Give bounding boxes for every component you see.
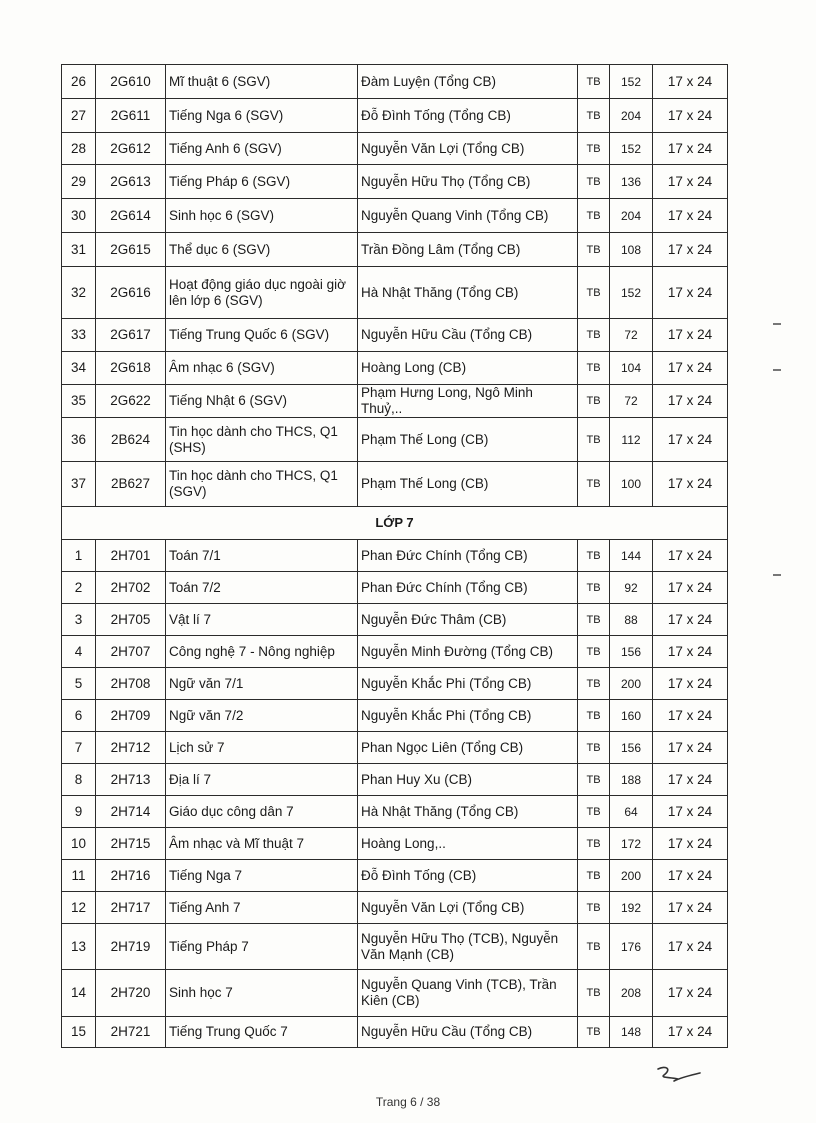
page-count: 104 bbox=[610, 352, 653, 385]
book-author: Phan Huy Xu (CB) bbox=[358, 764, 578, 796]
table-row bbox=[62, 165, 728, 199]
book-title: Tiếng Nga 6 (SGV) bbox=[166, 99, 358, 133]
book-title: Công nghệ 7 - Nông nghiệp bbox=[166, 636, 358, 668]
table-row bbox=[62, 668, 728, 700]
page-count: 160 bbox=[610, 700, 653, 732]
book-list-table bbox=[61, 64, 728, 1048]
book-type: TB bbox=[578, 267, 610, 319]
table-row bbox=[62, 604, 728, 636]
page-count: 108 bbox=[610, 233, 653, 267]
book-size: 17 x 24 bbox=[653, 540, 728, 572]
book-author: Hà Nhật Thăng (Tổng CB) bbox=[358, 796, 578, 828]
book-size: 17 x 24 bbox=[653, 604, 728, 636]
page-count: 72 bbox=[610, 319, 653, 352]
book-title: Âm nhạc 6 (SGV) bbox=[166, 352, 358, 385]
book-author: Nguyễn Hữu Cầu (Tổng CB) bbox=[358, 319, 578, 352]
book-size: 17 x 24 bbox=[653, 352, 728, 385]
page-count: 204 bbox=[610, 99, 653, 133]
row-number: 10 bbox=[62, 828, 96, 860]
table-row bbox=[62, 828, 728, 860]
section-title: LỚP 7 bbox=[62, 507, 728, 540]
row-number: 4 bbox=[62, 636, 96, 668]
row-number: 8 bbox=[62, 764, 96, 796]
table-row bbox=[62, 796, 728, 828]
book-code: 2G615 bbox=[96, 233, 166, 267]
book-type: TB bbox=[578, 462, 610, 507]
table-row bbox=[62, 462, 728, 507]
book-author: Đỗ Đình Tống (Tổng CB) bbox=[358, 99, 578, 133]
book-type: TB bbox=[578, 233, 610, 267]
row-number: 13 bbox=[62, 924, 96, 970]
table-row bbox=[62, 65, 728, 99]
book-size: 17 x 24 bbox=[653, 970, 728, 1017]
book-size: 17 x 24 bbox=[653, 924, 728, 970]
scan-artifact-mark bbox=[773, 574, 781, 576]
page-count: 100 bbox=[610, 462, 653, 507]
book-code: 2G618 bbox=[96, 352, 166, 385]
table-row bbox=[62, 99, 728, 133]
book-code: 2H714 bbox=[96, 796, 166, 828]
book-title: Âm nhạc và Mĩ thuật 7 bbox=[166, 828, 358, 860]
page-count: 156 bbox=[610, 636, 653, 668]
book-title: Tin học dành cho THCS, Q1 (SHS) bbox=[166, 418, 358, 462]
page-count: 64 bbox=[610, 796, 653, 828]
page-count: 200 bbox=[610, 668, 653, 700]
table-row bbox=[62, 636, 728, 668]
book-type: TB bbox=[578, 604, 610, 636]
book-code: 2G617 bbox=[96, 319, 166, 352]
row-number: 29 bbox=[62, 165, 96, 199]
table-row bbox=[62, 385, 728, 418]
row-number: 5 bbox=[62, 668, 96, 700]
book-type: TB bbox=[578, 732, 610, 764]
handwritten-initial-mark bbox=[652, 1063, 702, 1087]
book-size: 17 x 24 bbox=[653, 892, 728, 924]
book-size: 17 x 24 bbox=[653, 385, 728, 418]
page-count: 148 bbox=[610, 1017, 653, 1048]
book-code: 2G622 bbox=[96, 385, 166, 418]
book-author: Trần Đồng Lâm (Tổng CB) bbox=[358, 233, 578, 267]
book-author: Nguyễn Văn Lợi (Tổng CB) bbox=[358, 892, 578, 924]
book-code: 2H720 bbox=[96, 970, 166, 1017]
row-number: 36 bbox=[62, 418, 96, 462]
row-number: 26 bbox=[62, 65, 96, 99]
book-title: Giáo dục công dân 7 bbox=[166, 796, 358, 828]
page-count: 172 bbox=[610, 828, 653, 860]
book-size: 17 x 24 bbox=[653, 860, 728, 892]
book-type: TB bbox=[578, 352, 610, 385]
book-code: 2G614 bbox=[96, 199, 166, 233]
row-number: 9 bbox=[62, 796, 96, 828]
book-author: Hoàng Long (CB) bbox=[358, 352, 578, 385]
book-size: 17 x 24 bbox=[653, 572, 728, 604]
row-number: 34 bbox=[62, 352, 96, 385]
row-number: 6 bbox=[62, 700, 96, 732]
book-type: TB bbox=[578, 796, 610, 828]
row-number: 33 bbox=[62, 319, 96, 352]
book-code: 2H721 bbox=[96, 1017, 166, 1048]
book-code: 2H705 bbox=[96, 604, 166, 636]
row-number: 12 bbox=[62, 892, 96, 924]
row-number: 30 bbox=[62, 199, 96, 233]
page-count: 208 bbox=[610, 970, 653, 1017]
book-size: 17 x 24 bbox=[653, 99, 728, 133]
book-author: Nguyễn Hữu Thọ (Tổng CB) bbox=[358, 165, 578, 199]
book-title: Tiếng Anh 6 (SGV) bbox=[166, 133, 358, 165]
book-size: 17 x 24 bbox=[653, 636, 728, 668]
book-title: Mĩ thuật 6 (SGV) bbox=[166, 65, 358, 99]
row-number: 15 bbox=[62, 1017, 96, 1048]
page-count: 72 bbox=[610, 385, 653, 418]
book-code: 2G613 bbox=[96, 165, 166, 199]
table-row bbox=[62, 860, 728, 892]
book-title: Địa lí 7 bbox=[166, 764, 358, 796]
book-title: Ngữ văn 7/1 bbox=[166, 668, 358, 700]
page-count: 188 bbox=[610, 764, 653, 796]
book-author: Phan Đức Chính (Tổng CB) bbox=[358, 572, 578, 604]
book-title: Vật lí 7 bbox=[166, 604, 358, 636]
book-size: 17 x 24 bbox=[653, 267, 728, 319]
table-row bbox=[62, 540, 728, 572]
book-type: TB bbox=[578, 572, 610, 604]
book-author: Đàm Luyện (Tổng CB) bbox=[358, 65, 578, 99]
book-author: Phan Đức Chính (Tổng CB) bbox=[358, 540, 578, 572]
book-author: Phan Ngọc Liên (Tổng CB) bbox=[358, 732, 578, 764]
section-header-row bbox=[62, 507, 728, 540]
book-code: 2H719 bbox=[96, 924, 166, 970]
book-code: 2H712 bbox=[96, 732, 166, 764]
book-author: Phạm Hưng Long, Ngô Minh Thuỷ,.. bbox=[358, 385, 578, 418]
book-author: Hà Nhật Thăng (Tổng CB) bbox=[358, 267, 578, 319]
book-code: 2H701 bbox=[96, 540, 166, 572]
table-row bbox=[62, 319, 728, 352]
page-count: 152 bbox=[610, 133, 653, 165]
book-size: 17 x 24 bbox=[653, 418, 728, 462]
book-code: 2G611 bbox=[96, 99, 166, 133]
book-title: Toán 7/1 bbox=[166, 540, 358, 572]
book-code: 2H717 bbox=[96, 892, 166, 924]
book-type: TB bbox=[578, 970, 610, 1017]
table-row bbox=[62, 572, 728, 604]
book-size: 17 x 24 bbox=[653, 165, 728, 199]
book-type: TB bbox=[578, 1017, 610, 1048]
book-size: 17 x 24 bbox=[653, 199, 728, 233]
scan-artifact-mark bbox=[773, 369, 781, 371]
book-code: 2H713 bbox=[96, 764, 166, 796]
book-type: TB bbox=[578, 860, 610, 892]
row-number: 31 bbox=[62, 233, 96, 267]
book-author: Nguyễn Quang Vinh (TCB), Trần Kiên (CB) bbox=[358, 970, 578, 1017]
book-size: 17 x 24 bbox=[653, 462, 728, 507]
row-number: 7 bbox=[62, 732, 96, 764]
row-number: 37 bbox=[62, 462, 96, 507]
table-row bbox=[62, 700, 728, 732]
table-row bbox=[62, 732, 728, 764]
book-code: 2B624 bbox=[96, 418, 166, 462]
row-number: 28 bbox=[62, 133, 96, 165]
page-count: 200 bbox=[610, 860, 653, 892]
table-row bbox=[62, 233, 728, 267]
table-row bbox=[62, 133, 728, 165]
table-row bbox=[62, 764, 728, 796]
page-count: 152 bbox=[610, 65, 653, 99]
book-author: Phạm Thế Long (CB) bbox=[358, 462, 578, 507]
row-number: 1 bbox=[62, 540, 96, 572]
book-title: Tiếng Trung Quốc 6 (SGV) bbox=[166, 319, 358, 352]
table-row bbox=[62, 352, 728, 385]
book-size: 17 x 24 bbox=[653, 233, 728, 267]
book-code: 2H709 bbox=[96, 700, 166, 732]
book-author: Nguyễn Đức Thâm (CB) bbox=[358, 604, 578, 636]
book-size: 17 x 24 bbox=[653, 1017, 728, 1048]
book-code: 2B627 bbox=[96, 462, 166, 507]
book-code: 2H715 bbox=[96, 828, 166, 860]
row-number: 11 bbox=[62, 860, 96, 892]
book-type: TB bbox=[578, 133, 610, 165]
table-row bbox=[62, 418, 728, 462]
book-title: Tiếng Nga 7 bbox=[166, 860, 358, 892]
book-type: TB bbox=[578, 764, 610, 796]
book-title: Hoạt động giáo dục ngoài giờ lên lớp 6 (SGV) bbox=[166, 267, 358, 319]
page-count: 92 bbox=[610, 572, 653, 604]
book-type: TB bbox=[578, 418, 610, 462]
book-code: 2G616 bbox=[96, 267, 166, 319]
book-size: 17 x 24 bbox=[653, 319, 728, 352]
book-size: 17 x 24 bbox=[653, 133, 728, 165]
book-author: Nguyễn Khắc Phi (Tổng CB) bbox=[358, 700, 578, 732]
book-code: 2G612 bbox=[96, 133, 166, 165]
table-row bbox=[62, 1017, 728, 1048]
book-code: 2H716 bbox=[96, 860, 166, 892]
page-count: 152 bbox=[610, 267, 653, 319]
row-number: 27 bbox=[62, 99, 96, 133]
book-author: Hoàng Long,.. bbox=[358, 828, 578, 860]
row-number: 35 bbox=[62, 385, 96, 418]
book-type: TB bbox=[578, 540, 610, 572]
book-title: Tiếng Anh 7 bbox=[166, 892, 358, 924]
book-type: TB bbox=[578, 924, 610, 970]
table-row bbox=[62, 267, 728, 319]
book-author: Nguyễn Hữu Cầu (Tổng CB) bbox=[358, 1017, 578, 1048]
book-title: Thể dục 6 (SGV) bbox=[166, 233, 358, 267]
book-type: TB bbox=[578, 385, 610, 418]
book-code: 2H708 bbox=[96, 668, 166, 700]
table-row bbox=[62, 970, 728, 1017]
page-number: Trang 6 / 38 bbox=[375, 1095, 441, 1109]
book-type: TB bbox=[578, 319, 610, 352]
row-number: 14 bbox=[62, 970, 96, 1017]
book-author: Nguyễn Văn Lợi (Tổng CB) bbox=[358, 133, 578, 165]
page-count: 176 bbox=[610, 924, 653, 970]
book-title: Lịch sử 7 bbox=[166, 732, 358, 764]
page-count: 88 bbox=[610, 604, 653, 636]
book-author: Đỗ Đình Tống (CB) bbox=[358, 860, 578, 892]
book-size: 17 x 24 bbox=[653, 668, 728, 700]
book-title: Tiếng Pháp 6 (SGV) bbox=[166, 165, 358, 199]
row-number: 32 bbox=[62, 267, 96, 319]
book-code: 2H707 bbox=[96, 636, 166, 668]
page-count: 192 bbox=[610, 892, 653, 924]
table-row bbox=[62, 892, 728, 924]
book-type: TB bbox=[578, 99, 610, 133]
table-row bbox=[62, 199, 728, 233]
book-author: Nguyễn Quang Vinh (Tổng CB) bbox=[358, 199, 578, 233]
page-count: 204 bbox=[610, 199, 653, 233]
book-type: TB bbox=[578, 199, 610, 233]
book-size: 17 x 24 bbox=[653, 828, 728, 860]
book-author: Nguyễn Minh Đường (Tổng CB) bbox=[358, 636, 578, 668]
book-size: 17 x 24 bbox=[653, 796, 728, 828]
book-title: Tin học dành cho THCS, Q1 (SGV) bbox=[166, 462, 358, 507]
book-size: 17 x 24 bbox=[653, 764, 728, 796]
book-title: Tiếng Pháp 7 bbox=[166, 924, 358, 970]
book-title: Sinh học 6 (SGV) bbox=[166, 199, 358, 233]
book-type: TB bbox=[578, 636, 610, 668]
page-count: 136 bbox=[610, 165, 653, 199]
book-title: Tiếng Trung Quốc 7 bbox=[166, 1017, 358, 1048]
book-title: Ngữ văn 7/2 bbox=[166, 700, 358, 732]
page-count: 144 bbox=[610, 540, 653, 572]
book-type: TB bbox=[578, 65, 610, 99]
scan-artifact-mark bbox=[773, 323, 781, 325]
row-number: 3 bbox=[62, 604, 96, 636]
book-size: 17 x 24 bbox=[653, 732, 728, 764]
book-title: Tiếng Nhật 6 (SGV) bbox=[166, 385, 358, 418]
book-code: 2G610 bbox=[96, 65, 166, 99]
book-author: Nguyễn Hữu Thọ (TCB), Nguyễn Văn Mạnh (CB) bbox=[358, 924, 578, 970]
page-count: 156 bbox=[610, 732, 653, 764]
row-number: 2 bbox=[62, 572, 96, 604]
book-code: 2H702 bbox=[96, 572, 166, 604]
book-type: TB bbox=[578, 828, 610, 860]
book-title: Sinh học 7 bbox=[166, 970, 358, 1017]
book-author: Nguyễn Khắc Phi (Tổng CB) bbox=[358, 668, 578, 700]
book-author: Phạm Thế Long (CB) bbox=[358, 418, 578, 462]
book-type: TB bbox=[578, 700, 610, 732]
book-size: 17 x 24 bbox=[653, 65, 728, 99]
book-type: TB bbox=[578, 668, 610, 700]
book-size: 17 x 24 bbox=[653, 700, 728, 732]
table-row bbox=[62, 924, 728, 970]
book-title: Toán 7/2 bbox=[166, 572, 358, 604]
book-type: TB bbox=[578, 892, 610, 924]
book-type: TB bbox=[578, 165, 610, 199]
page-count: 112 bbox=[610, 418, 653, 462]
